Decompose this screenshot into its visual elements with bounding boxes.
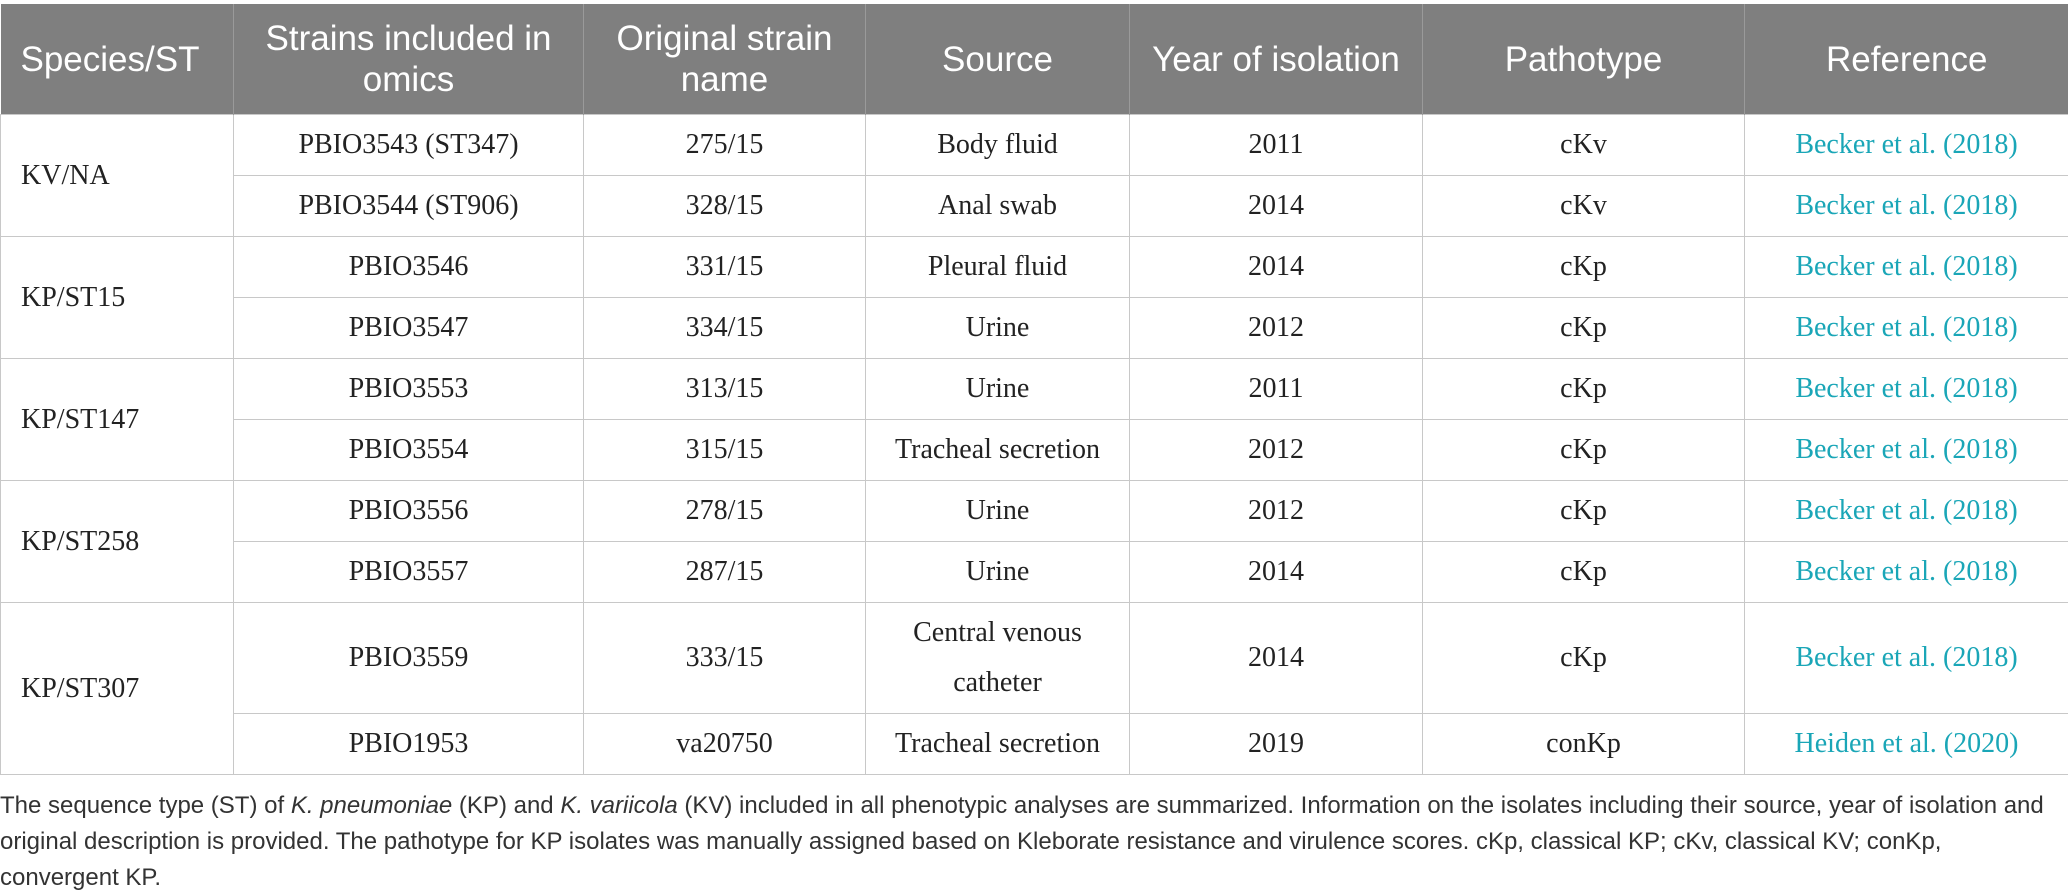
original-name-cell: 334/15 [584, 298, 866, 359]
strain-cell: PBIO3544 (ST906) [234, 176, 584, 237]
reference-link[interactable]: Becker et al. (2018) [1745, 542, 2068, 603]
table-row [1, 603, 2068, 714]
pathotype-cell: cKv [1423, 176, 1745, 237]
strain-cell: PBIO3553 [234, 359, 584, 420]
reference-link[interactable]: Becker et al. (2018) [1745, 298, 2068, 359]
source-cell: Urine [866, 481, 1130, 542]
source-cell: Tracheal secretion [866, 420, 1130, 481]
year-cell: 2014 [1130, 176, 1423, 237]
table-container [0, 4, 2068, 775]
pathotype-cell: cKp [1423, 420, 1745, 481]
table-row [1, 542, 2068, 603]
reference-link[interactable]: Becker et al. (2018) [1745, 237, 2068, 298]
table-row [1, 420, 2068, 481]
header-row [1, 4, 2068, 115]
reference-link[interactable]: Becker et al. (2018) [1745, 603, 2068, 714]
table-row [1, 176, 2068, 237]
pathotype-cell: cKp [1423, 359, 1745, 420]
reference-link[interactable]: Heiden et al. (2020) [1745, 714, 2068, 775]
strain-cell: PBIO3559 [234, 603, 584, 714]
source-cell: Anal swab [866, 176, 1130, 237]
year-cell: 2012 [1130, 298, 1423, 359]
table-footnote [0, 788, 2060, 896]
table-row [1, 115, 2068, 176]
source-cell: Urine [866, 359, 1130, 420]
reference-link[interactable]: Becker et al. (2018) [1745, 481, 2068, 542]
source-cell: Pleural fluid [866, 237, 1130, 298]
header-original-strain-name: Original strain name [584, 4, 866, 115]
year-cell: 2019 [1130, 714, 1423, 775]
reference-link[interactable]: Becker et al. (2018) [1745, 176, 2068, 237]
year-cell: 2012 [1130, 420, 1423, 481]
footnote-text-2: (KP) and [452, 792, 560, 819]
group-label: KP/ST15 [1, 237, 234, 359]
original-name-cell: 315/15 [584, 420, 866, 481]
reference-link[interactable]: Becker et al. (2018) [1745, 359, 2068, 420]
original-name-cell: 328/15 [584, 176, 866, 237]
year-cell: 2011 [1130, 359, 1423, 420]
strain-cell: PBIO3546 [234, 237, 584, 298]
source-cell: Urine [866, 542, 1130, 603]
strain-cell: PBIO3547 [234, 298, 584, 359]
footnote-text-1: The sequence type (ST) of [0, 792, 291, 819]
year-cell: 2014 [1130, 237, 1423, 298]
group-label: KV/NA [1, 115, 234, 237]
strain-cell: PBIO3554 [234, 420, 584, 481]
year-cell: 2012 [1130, 481, 1423, 542]
source-cell: Body fluid [866, 115, 1130, 176]
group-label: KP/ST307 [1, 603, 234, 775]
original-name-cell: 331/15 [584, 237, 866, 298]
pathotype-cell: conKp [1423, 714, 1745, 775]
original-name-cell: 333/15 [584, 603, 866, 714]
table-row [1, 481, 2068, 542]
header-source: Source [866, 4, 1130, 115]
footnote-kp-species: K. pneumoniae [291, 792, 452, 819]
strain-cell: PBIO3543 (ST347) [234, 115, 584, 176]
year-cell: 2014 [1130, 542, 1423, 603]
reference-link[interactable]: Becker et al. (2018) [1745, 420, 2068, 481]
original-name-cell: 287/15 [584, 542, 866, 603]
pathotype-cell: cKp [1423, 481, 1745, 542]
group-label: KP/ST147 [1, 359, 234, 481]
source-cell: Tracheal secretion [866, 714, 1130, 775]
pathotype-cell: cKp [1423, 603, 1745, 714]
table-row [1, 298, 2068, 359]
year-cell: 2014 [1130, 603, 1423, 714]
footnote-text-3: (KV) included in all phenotypic analyses are summarized. Information on the isolates including their source, year of isolation and original description is provided. The pathotype for KP isolates was manually assigned based on Kleborate resistance and virulence scores. cKp, classical KP; cKv, classical KV; conKp, convergent KP. [0, 792, 2044, 891]
reference-link[interactable]: Becker et al. (2018) [1745, 115, 2068, 176]
original-name-cell: 275/15 [584, 115, 866, 176]
source-cell: Central venous catheter [866, 603, 1130, 714]
header-species-st: Species/ST [1, 4, 234, 115]
header-pathotype: Pathotype [1423, 4, 1745, 115]
footnote-kv-species: K. variicola [560, 792, 677, 819]
strain-cell: PBIO3556 [234, 481, 584, 542]
table-row [1, 237, 2068, 298]
original-name-cell: 313/15 [584, 359, 866, 420]
pathotype-cell: cKv [1423, 115, 1745, 176]
strain-table [0, 4, 2068, 775]
group-label: KP/ST258 [1, 481, 234, 603]
table-row [1, 714, 2068, 775]
year-cell: 2011 [1130, 115, 1423, 176]
strain-cell: PBIO1953 [234, 714, 584, 775]
pathotype-cell: cKp [1423, 542, 1745, 603]
original-name-cell: va20750 [584, 714, 866, 775]
source-cell: Urine [866, 298, 1130, 359]
header-strains-included: Strains included in omics [234, 4, 584, 115]
header-reference: Reference [1745, 4, 2068, 115]
pathotype-cell: cKp [1423, 237, 1745, 298]
original-name-cell: 278/15 [584, 481, 866, 542]
table-row [1, 359, 2068, 420]
pathotype-cell: cKp [1423, 298, 1745, 359]
strain-cell: PBIO3557 [234, 542, 584, 603]
header-year-of-isolation: Year of isolation [1130, 4, 1423, 115]
